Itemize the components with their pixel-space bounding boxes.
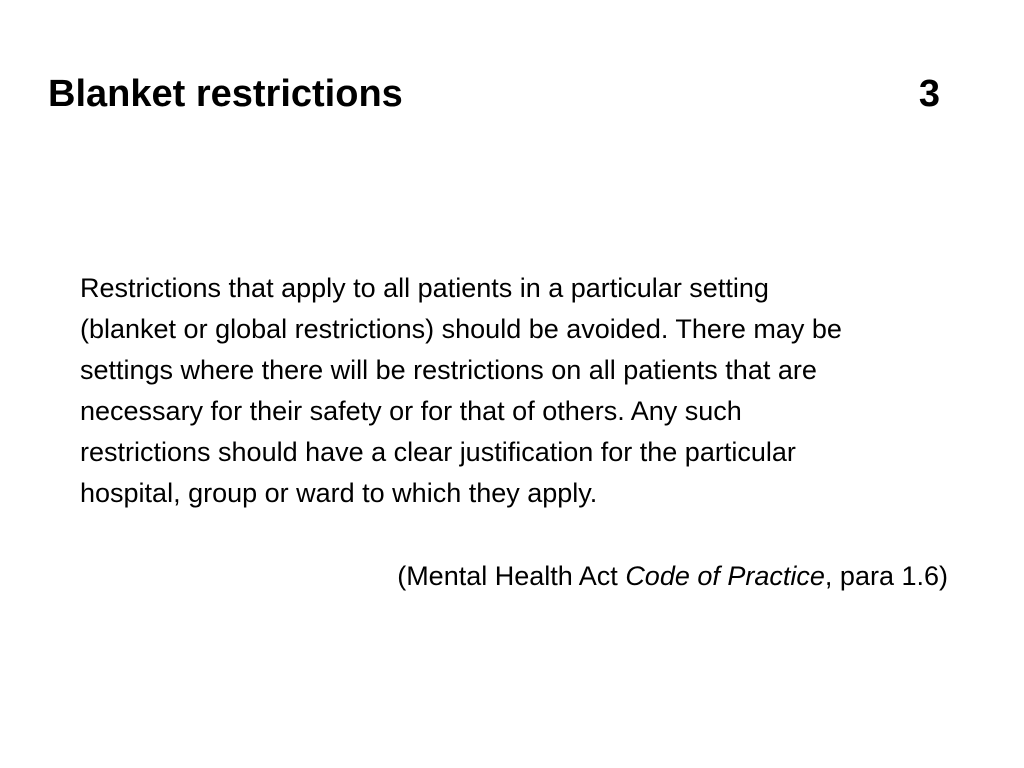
citation-source-title: Code of Practice: [625, 561, 825, 591]
slide-number: 3: [918, 73, 940, 115]
citation-suffix: , para 1.6): [824, 561, 948, 591]
slide-title: Blanket restrictions: [48, 73, 403, 115]
citation: [80, 556, 948, 597]
body-paragraph: Restrictions that apply to all patients in a particular setting (blanket or global restrictions) should be avoided. There may be settings where there will be restrictions on all patients that are necessary for their safety or for that of others. Any such restrictions should have a clear justification for the particular hospital, group or ward to which they apply.: [80, 273, 842, 508]
title-row: [48, 66, 948, 122]
citation-prefix: (Mental Health Act: [397, 561, 626, 591]
